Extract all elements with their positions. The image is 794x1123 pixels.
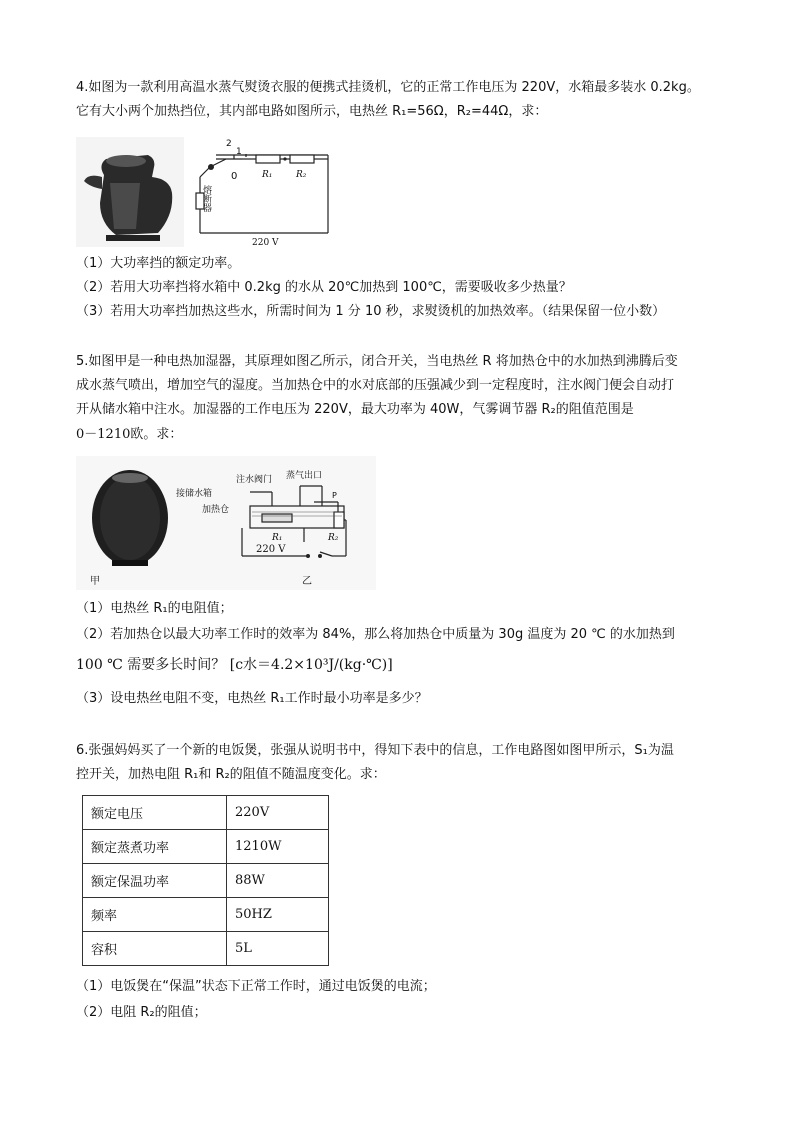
q5-humidifier-circuit-figure: [76, 456, 376, 590]
q5-label-jia: 甲: [90, 576, 100, 587]
q4-line-1: 4.如图为一款利用高温水蒸气熨烫衣服的便携式挂烫机，它的正常工作电压为 220V，水箱最多装水 0.2kg。: [76, 80, 700, 95]
q5-item-2-continued: 100 ℃ 需要多长时间？ [c水＝4.2×10³J/(kg·℃)]: [76, 657, 393, 673]
q5-line-3: 开从储水箱中注水。加湿器的工作电压为 220V，最大功率为 40W，气雾调节器 R₂的阻值范围是: [76, 402, 634, 417]
q5-item-2: （2）若加热仓以最大功率工作时的效率为 84%，那么将加热仓中质量为 30g 温度为 20 ℃ 的水加热到: [76, 627, 675, 642]
q4-figure: [76, 137, 334, 247]
q5-figure: [76, 456, 376, 590]
q4-switch-2-label: 2: [226, 139, 232, 149]
table-row: [83, 796, 329, 830]
q5-chamber-label: 加热仓: [202, 505, 230, 515]
q4-switch-0-label: 0: [231, 171, 238, 182]
q6-item-1: （1）电饭煲在“保温”状态下正常工作时，通过电饭煲的电流；: [76, 979, 436, 994]
q4-r1-label: R₁: [262, 170, 273, 180]
table-value: 5L: [227, 932, 329, 966]
q4-line-2: 它有大小两个加热挡位，其内部电路如图所示，电热丝 R₁=56Ω，R₂=44Ω，求：: [76, 104, 548, 119]
table-value: 1210W: [227, 830, 329, 864]
q4-item-2: （2）若用大功率挡将水箱中 0.2kg 的水从 20℃加热到 100℃，需要吸收多少热量？: [76, 280, 572, 295]
q5-item-3: （3）设电热丝电阻不变，电热丝 R₁工作时最小功率是多少？: [76, 691, 428, 706]
q4-item-3: （3）若用大功率挡加热这些水，所需时间为 1 分 10 秒，求熨烫机的加热效率。（结果保留一位小数）: [76, 304, 666, 319]
table-key: 容积: [83, 932, 227, 966]
q5-line-4: 0－1210欧。求：: [76, 427, 183, 442]
spec-table: [82, 795, 329, 966]
q4-fuse-label: 熔断器: [201, 185, 211, 212]
q5-valve-label: 注水阀门: [236, 475, 273, 485]
table-value: 220V: [227, 796, 329, 830]
table-value: 88W: [227, 864, 329, 898]
table-key: 额定电压: [83, 796, 227, 830]
q5-r2-label: R₂: [328, 533, 339, 543]
table-row: [83, 830, 329, 864]
q5-tank-label: 接储水箱: [176, 489, 213, 499]
q5-r1-label: R₁: [272, 533, 283, 543]
q6-line-1: 6.张强妈妈买了一个新的电饭煲，张强从说明书中，得知下表中的信息，工作电路图如图甲所示，S₁为温: [76, 743, 674, 758]
q5-item-1: （1）电热丝 R₁的电阻值；: [76, 601, 233, 616]
table-key: 频率: [83, 898, 227, 932]
q5-voltage-label: 220 V: [256, 544, 286, 555]
q6-line-2: 控开关，加热电阻 R₁和 R₂的阻值不随温度变化。求：: [76, 767, 386, 782]
q5-label-yi: 乙: [302, 576, 312, 587]
q5-line-2: 成水蒸气喷出，增加空气的湿度。当加热仓中的水对底部的压强减少到一定程度时，注水阀门便会自动打: [76, 378, 675, 393]
q4-item-1: （1）大功率挡的额定功率。: [76, 256, 241, 271]
q5-steam-label: 蒸气出口: [286, 471, 323, 481]
table-row: [83, 932, 329, 966]
table-key: 额定保温功率: [83, 864, 227, 898]
q4-voltage-label: 220 V: [252, 238, 279, 247]
q4-r2-label: R₂: [296, 170, 307, 180]
q6-item-2: （2）电阻 R₂的阻值；: [76, 1005, 207, 1020]
q4-switch-1-label: 1: [236, 147, 242, 157]
table-row: [83, 898, 329, 932]
q5-line-1: 5.如图甲是一种电热加湿器，其原理如图乙所示，闭合开关，当电热丝 R 将加热仓中的水加热到沸腾后变: [76, 354, 678, 369]
table-key: 额定蒸煮功率: [83, 830, 227, 864]
q4-steamer-circuit-figure: [76, 137, 334, 247]
q5-p-label: P: [332, 491, 337, 500]
table-value: 50HZ: [227, 898, 329, 932]
table-row: [83, 864, 329, 898]
